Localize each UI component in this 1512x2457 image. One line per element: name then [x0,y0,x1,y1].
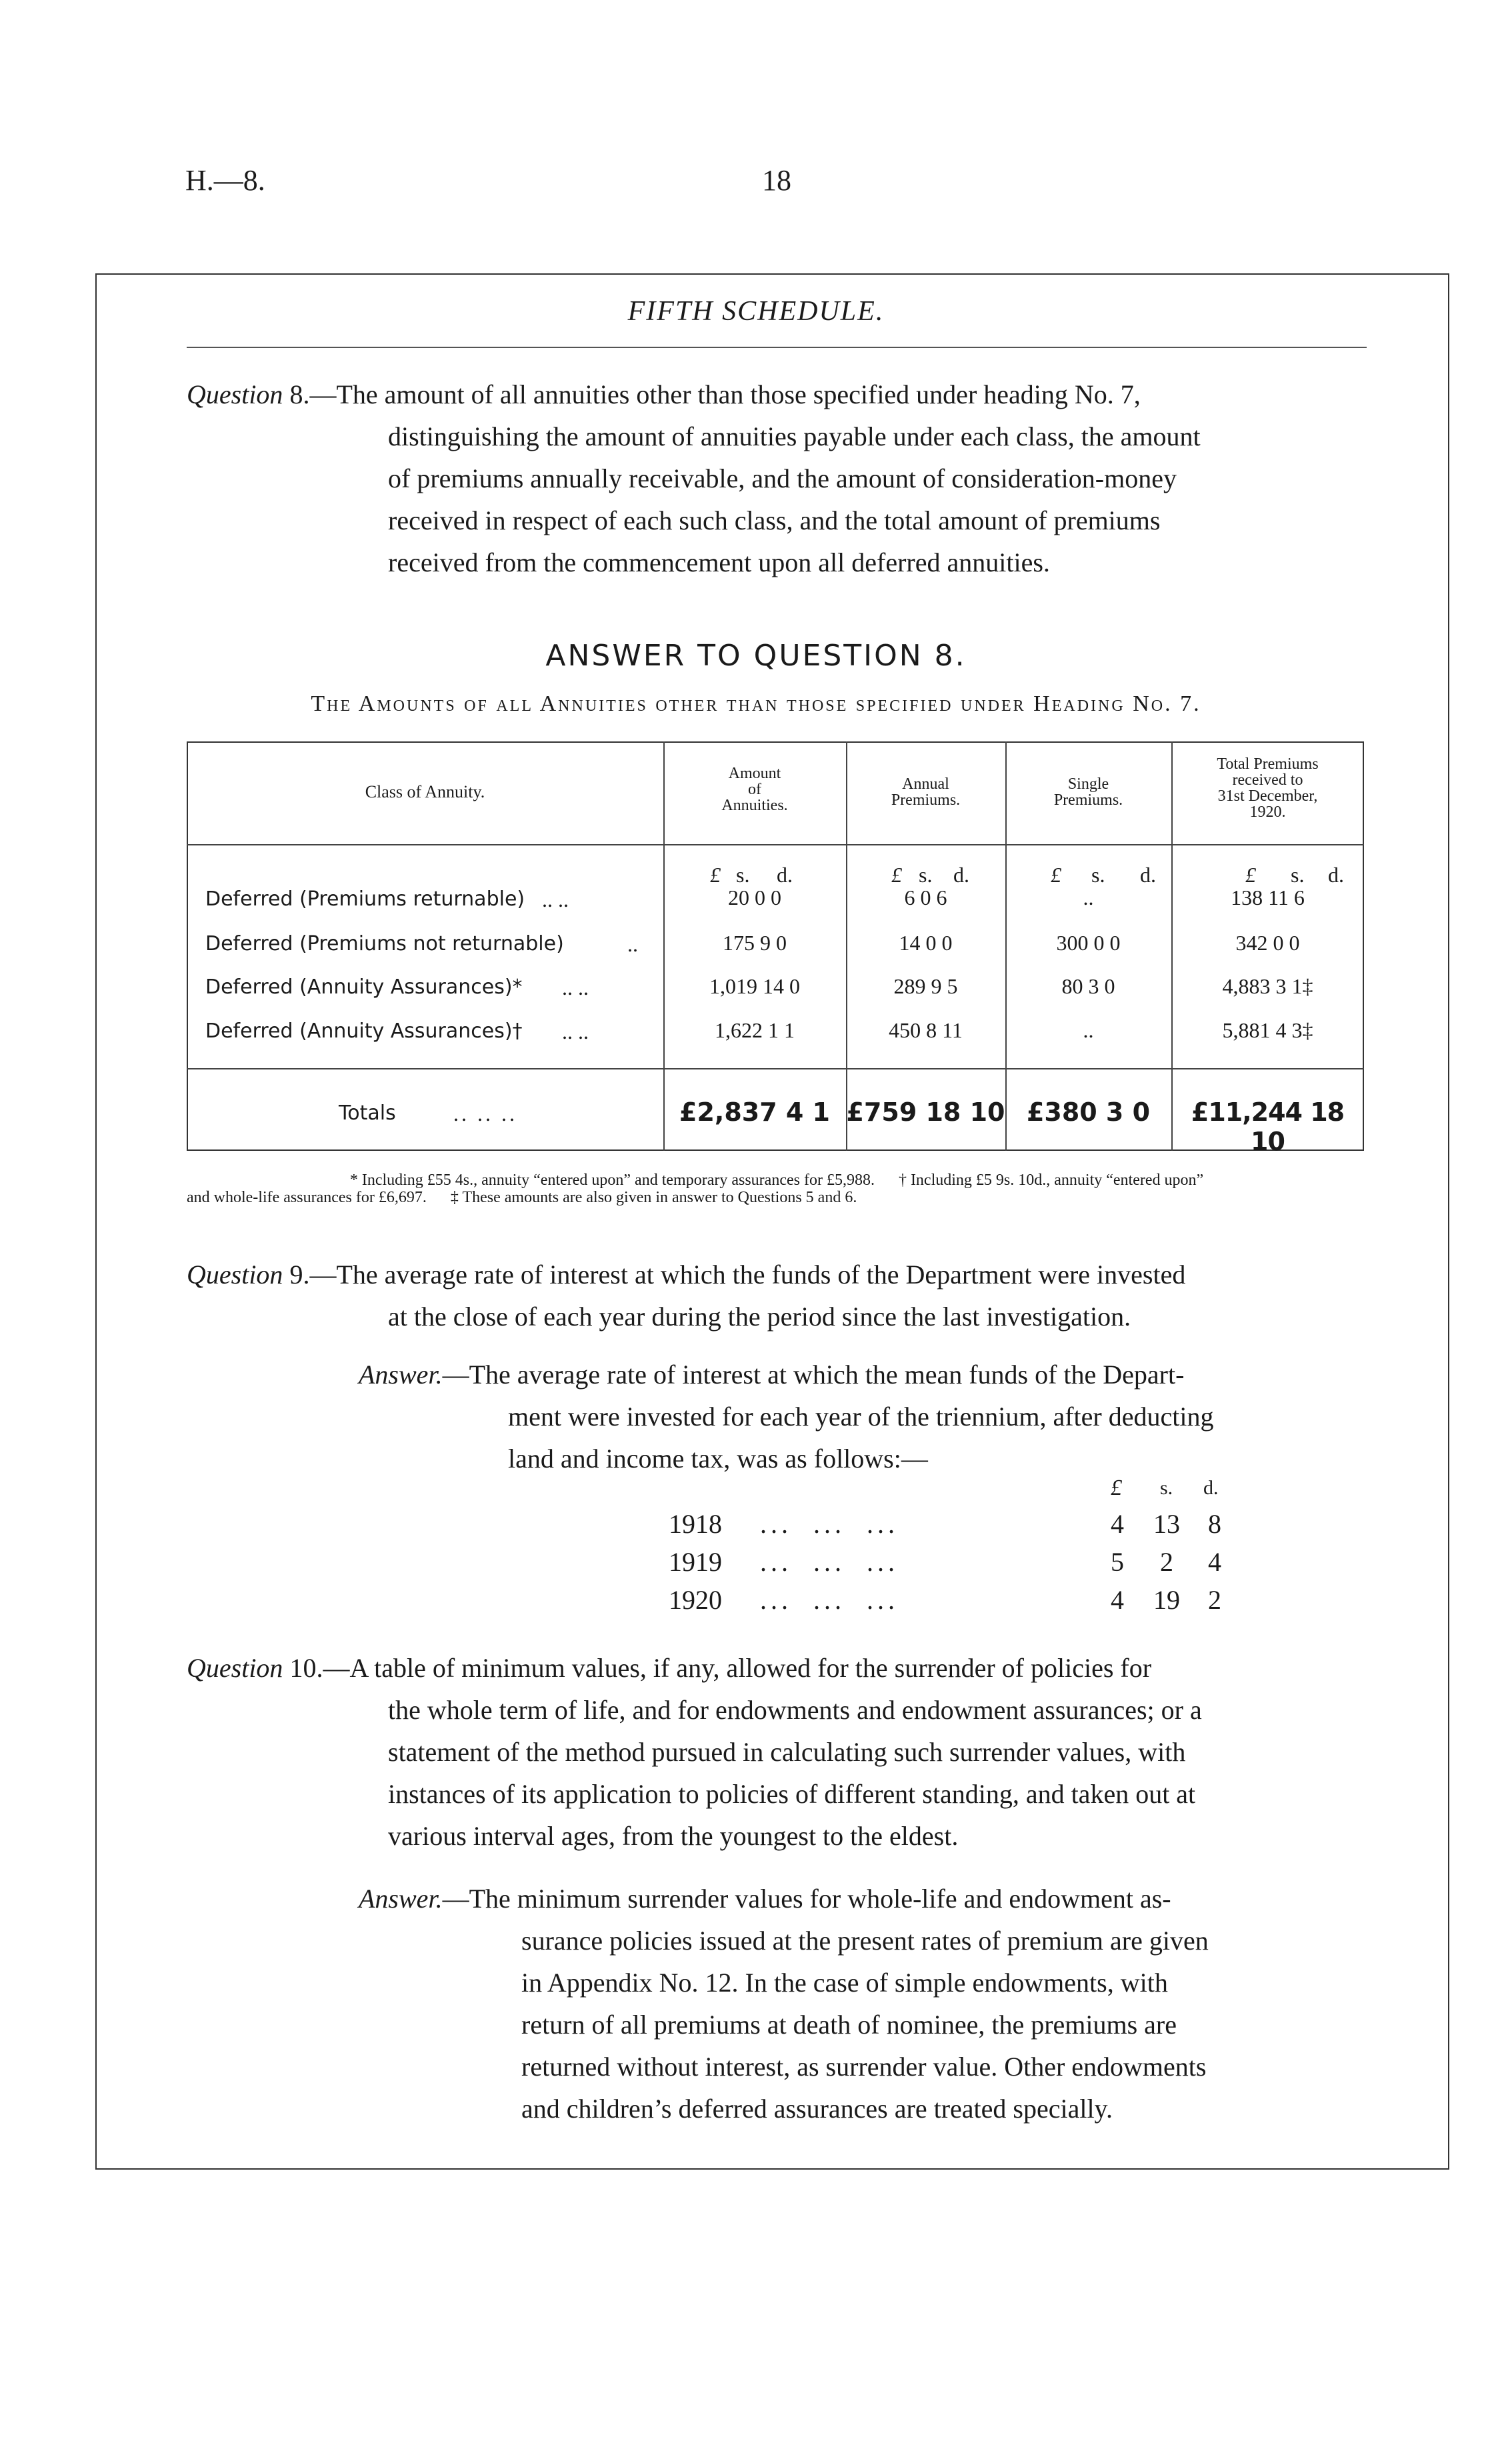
text-line: received from the commencement upon all deferred annuities. [388,547,1050,577]
rate-year: 1920 [669,1585,722,1615]
answer-9-first-line: —The average rate of interest at which the mean funds of the Depart- [442,1360,1185,1390]
question-label: Question [187,379,283,409]
answer-10 [359,1878,1365,1920]
table-title: The Amounts of all Annuities other than those specified under Heading No. 7. [311,691,1201,716]
row-label: Deferred (Premiums not returnable) [205,932,564,955]
totals-label: Totals [339,1101,396,1125]
rate-pounds: 4 [1111,1585,1124,1615]
total-amount-cell: £2,837 4 1 [679,1097,830,1127]
leader-dots: .. .. .. [453,1101,517,1125]
text-line: ment were invested for each year of the triennium, after deducting [508,1402,1214,1432]
rate-pence: 2 [1208,1585,1221,1615]
row-label: Deferred (Annuity Assurances)† [205,1019,523,1043]
leader-dots: .. .. [562,975,589,999]
shilling-unit: s. [736,863,750,887]
text-line: return of all premiums at death of nominee, the premiums are [521,2010,1177,2040]
title-rule [187,347,1367,348]
pence-unit: d. [777,863,793,887]
shilling-unit: s. [1160,1477,1173,1499]
question-8-body [388,415,1365,583]
leader-dots: ... ... ... [760,1585,899,1615]
pound-unit: £ [891,863,902,887]
text-line: and children’s deferred assurances are treated specially. [521,2094,1113,2124]
rate-year: 1919 [669,1547,722,1577]
shilling-unit: s. [1291,863,1305,887]
question-8 [187,373,1367,415]
total-cell: 4,883 3 1‡ [1222,974,1313,998]
single-cell: .. [1083,885,1094,909]
footnote-line: and whole-life assurances for £6,697. ‡ These amounts are also given in answer to Questions 5 and 6. [187,1189,857,1206]
annual-cell: 6 0 6 [904,885,947,909]
answer-10-body [521,1920,1365,2130]
answer-title: ANSWER TO QUESTION 8. [545,639,967,673]
header-single-premiums: Single Premiums. [1053,775,1123,809]
rate-shillings: 19 [1153,1585,1180,1615]
annual-cell: 289 9 5 [893,974,958,998]
rate-year: 1918 [669,1509,722,1539]
question-9 [187,1254,1367,1296]
single-cell: 80 3 0 [1061,974,1115,998]
question-8-first-line: 8.—The amount of all annuities other than those specified under heading No. 7, [283,379,1141,409]
text-line: returned without interest, as surrender value. Other endowments [521,2052,1207,2082]
answer-10-first-line: —The minimum surrender values for whole-life and endowment as- [442,1884,1171,1914]
text-line: various interval ages, from the youngest to the eldest. [388,1821,959,1851]
question-10-first-line: 10.—A table of minimum values, if any, allowed for the surrender of policies for [283,1653,1152,1683]
total-annual-cell: £759 18 10 [846,1097,1005,1127]
leader-dots: .. .. [542,887,569,911]
rate-shillings: 2 [1160,1547,1173,1577]
answer-label: Answer. [359,1360,443,1390]
single-cell: 300 0 0 [1056,931,1121,955]
answer-9-body [508,1396,1365,1480]
rate-shillings: 13 [1153,1509,1180,1539]
leader-dots: .. .. [562,1019,589,1043]
amount-cell: 20 0 0 [728,885,781,909]
shilling-unit: s. [1091,863,1105,887]
rate-pence: 4 [1208,1547,1221,1577]
text-line: land and income tax, was as follows:— [508,1444,928,1474]
footnote-line: * Including £55 4s., annuity “entered upon” and temporary assurances for £5,988. † Including £5 9s. 10d., annuity “entered upon” [349,1171,1204,1189]
text-line: the whole term of life, and for endowments and endowment assurances; or a [388,1695,1202,1725]
total-cell: 5,881 4 3‡ [1222,1018,1313,1042]
header-total-premiums: Total Premiums received to 31st December, 1920. [1217,755,1319,821]
amount-cell: 1,019 14 0 [709,974,800,998]
text-line: instances of its application to policies of different standing, and taken out at [388,1779,1196,1809]
text-line: at the close of each year during the period since the last investigation. [388,1302,1131,1332]
text-line: of premiums annually receivable, and the amount of consideration-money [388,463,1177,493]
header-class-of-annuity: Class of Annuity. [365,782,485,801]
amount-cell: 175 9 0 [723,931,787,955]
leader-dots: ... ... ... [760,1509,899,1539]
question-10 [187,1647,1367,1689]
total-cell: 138 11 6 [1231,885,1305,909]
leader-dots: ... ... ... [760,1547,899,1577]
single-cell: .. [1083,1018,1094,1042]
leader-dots: .. [627,932,638,956]
document-reference: H.—8. [185,164,265,197]
schedule-title: FIFTH SCHEDULE. [627,296,885,327]
annual-cell: 14 0 0 [899,931,953,955]
text-line: surance policies issued at the present rates of premium are given [521,1926,1209,1956]
pence-unit: d. [1140,863,1156,887]
text-line: in Appendix No. 12. In the case of simple endowments, with [521,1968,1168,1998]
text-line: statement of the method pursued in calculating such surrender values, with [388,1737,1186,1767]
total-cell: 342 0 0 [1235,931,1300,955]
pence-unit: d. [1328,863,1344,887]
header-rule [187,844,1364,845]
text-line: received in respect of each such class, and the total amount of premiums [388,505,1161,535]
pence-unit: d. [1203,1477,1219,1499]
page-number: 18 [762,164,791,197]
row-label: Deferred (Annuity Assurances)* [205,975,523,999]
pence-unit: d. [953,863,969,887]
annual-cell: 450 8 11 [889,1018,963,1042]
amount-cell: 1,622 1 1 [715,1018,795,1042]
header-amount-of-annuities: Amount of Annuities. [721,765,788,814]
pound-unit: £ [1051,863,1061,887]
pound-unit: £ [1245,863,1256,887]
answer-9 [359,1354,1365,1396]
text-line: distinguishing the amount of annuities payable under each class, the amount [388,421,1201,451]
answer-label: Answer. [359,1884,443,1914]
pound-unit: £ [710,863,721,887]
rate-pounds: 4 [1111,1509,1124,1539]
total-single-cell: £380 3 0 [1026,1097,1151,1127]
header-annual-premiums: Annual Premiums. [891,775,961,809]
row-label: Deferred (Premiums returnable) [205,887,525,911]
rate-pence: 8 [1208,1509,1221,1539]
question-10-body [388,1689,1365,1857]
grand-total-cell: £11,244 18 10 [1191,1097,1345,1156]
question-9-first-line: 9.—The average rate of interest at which the funds of the Department were invested [283,1260,1186,1290]
annuities-table [187,741,1364,1156]
shilling-unit: s. [919,863,933,887]
rate-pounds: 5 [1111,1547,1124,1577]
question-label: Question [187,1653,283,1683]
pound-unit: £ [1111,1476,1122,1500]
question-label: Question [187,1260,283,1290]
question-9-body [388,1296,1365,1338]
totals-rule [187,1068,1364,1069]
